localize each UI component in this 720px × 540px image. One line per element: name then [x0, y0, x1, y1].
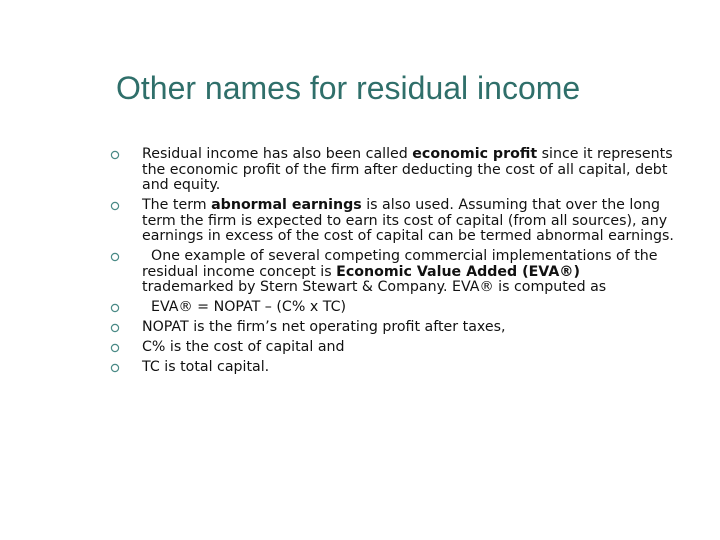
bullet-text: Residual income has also been called economic profit since it represents the economic profit of the firm after deducting the cost of all capital, debt and equity.	[142, 146, 673, 193]
bullet-list	[110, 147, 675, 380]
bullet-item	[110, 340, 675, 356]
bullet-text: NOPAT is the firm’s net operating profit after taxes,	[142, 319, 506, 335]
hollow-circle-icon	[110, 201, 120, 211]
bullet-text: TC is total capital.	[142, 359, 270, 375]
bullet-item	[110, 249, 675, 296]
bullet-text: The term abnormal earnings is also used. Assuming that over the long term the firm is expected to earn its cost of capital (from all sources), any earnings in excess of the cost of capital can be termed abnormal earnings.	[142, 197, 674, 244]
slide-title: Other names for residual income	[116, 70, 581, 106]
bullet-item	[110, 320, 675, 336]
bullet-text: One example of several competing commercial implementations of the residual income concept is Economic Value Added (EVA®) trademarked by Stern Stewart & Company. EVA® is computed as	[142, 248, 663, 295]
hollow-circle-icon	[110, 150, 120, 160]
hollow-circle-icon	[110, 323, 120, 333]
hollow-circle-icon	[110, 252, 120, 262]
hollow-circle-icon	[110, 343, 120, 353]
bullet-text: EVA® = NOPAT – (C% x TC)	[142, 299, 347, 315]
bullet-text: C% is the cost of capital and	[142, 339, 345, 355]
hollow-circle-icon	[110, 303, 120, 313]
bullet-item	[110, 198, 675, 245]
bullet-item	[110, 360, 675, 376]
hollow-circle-icon	[110, 363, 120, 373]
bullet-item	[110, 300, 675, 316]
bullet-item	[110, 147, 675, 194]
